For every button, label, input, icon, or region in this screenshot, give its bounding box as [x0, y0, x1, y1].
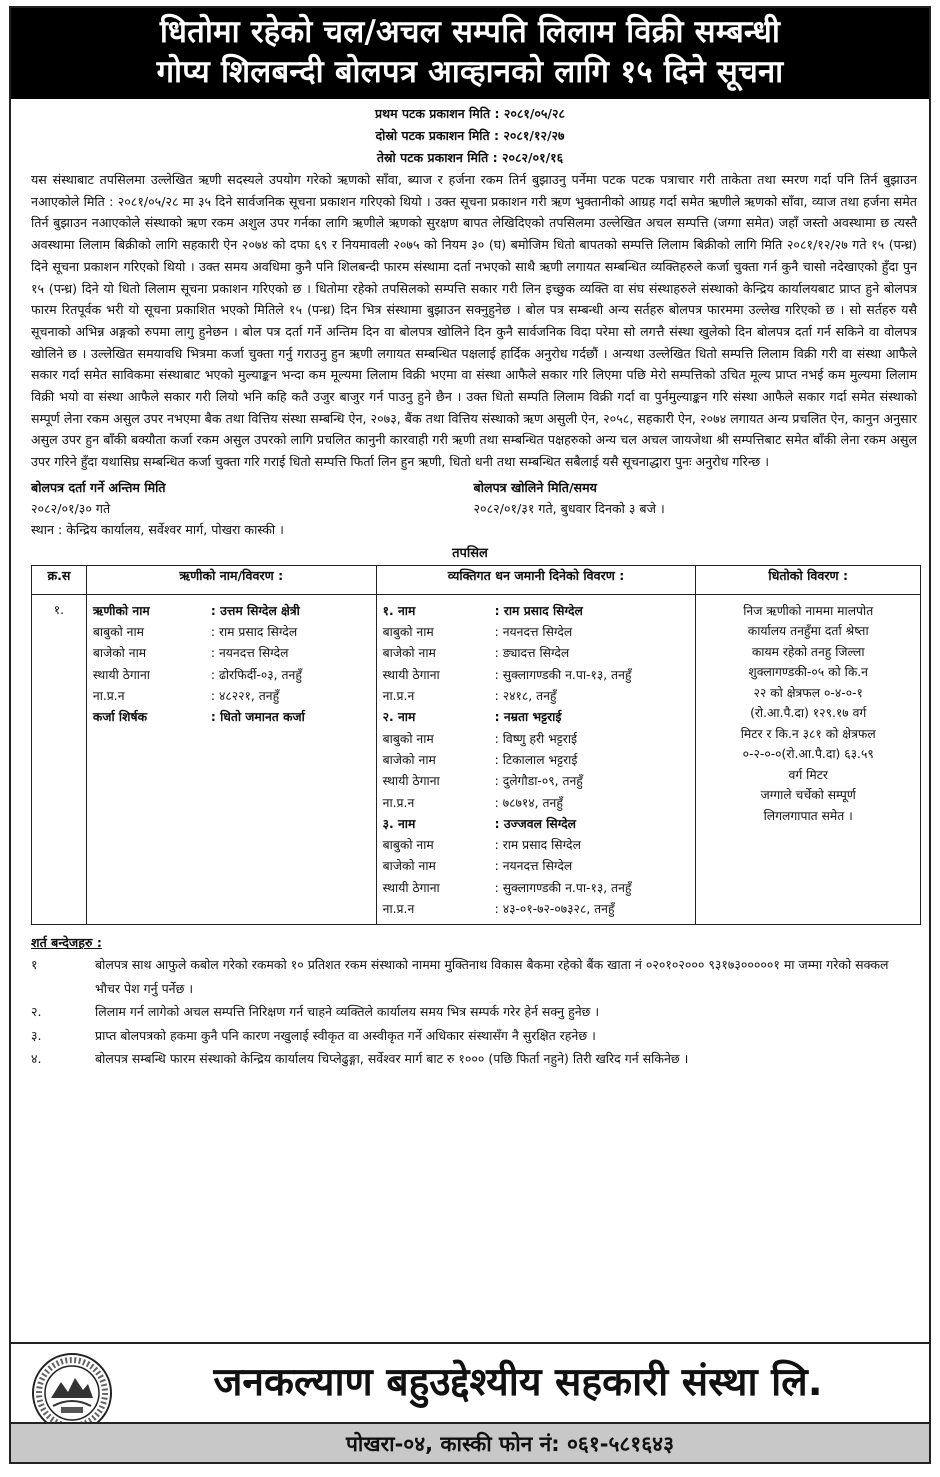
- publication-date-2: दोस्रो पटक प्रकाशन मिति : २०८१/१२/२७: [375, 128, 565, 143]
- guarantor-key: स्थायी ठेगाना: [382, 880, 440, 895]
- collateral-line: निज ऋणीको नाममा मालपोत: [743, 603, 874, 618]
- opening-date-label: बोलपत्र खोलिने मिति/समय: [473, 479, 597, 495]
- guarantor-row: [383, 814, 690, 835]
- publication-date-1: प्रथम पटक प्रकाशन मिति : २०८१/०५/२८: [375, 106, 565, 121]
- guarantor-value: : उज्जवल सिग्देल: [494, 816, 577, 831]
- header-guarantor: व्यक्तिगत धन जमानी दिनेको विवरण :: [376, 565, 696, 594]
- guarantor-row: [383, 793, 690, 814]
- collateral-line: (रो.आ.पै.दा) १२९.१७ वर्ग: [750, 706, 867, 721]
- borrower-value: : राम प्रसाद सिग्देल: [210, 625, 298, 640]
- guarantor-value: : ७८७१४, तनहुँ: [494, 795, 563, 810]
- guarantor-key: स्थायी ठेगाना: [382, 667, 440, 682]
- guarantor-row: [383, 899, 690, 920]
- header-serial: क्र.स: [32, 565, 87, 594]
- deadline-section: [11, 477, 929, 519]
- guarantor-cell: [376, 594, 696, 924]
- collateral-line: कायम रहेको तनहु जिल्ला: [751, 644, 865, 659]
- term-item: [11, 1047, 929, 1070]
- header-borrower: ऋणीको नाम/विवरण :: [86, 565, 376, 594]
- guarantor-value: : नयनदत्त सिग्देल: [494, 625, 573, 640]
- collateral-line: लिगलगापात समेत ।: [763, 808, 853, 823]
- terms-title: शर्त बन्देजहरु :: [31, 935, 102, 951]
- term-text: लिलाम गर्न लागेको अचल सम्पत्ति निरिक्षण गर्न चाहने व्यक्तिले कार्यालय समय भित्र सम्पर्क गरेर हेर्न सक्नु हुनेछ ।: [95, 1004, 600, 1020]
- term-item: [11, 953, 929, 1000]
- guarantor-value: : दुलेगौडा-०९, तनहुँ: [494, 774, 583, 789]
- guarantor-row: [383, 707, 690, 728]
- schedule-table: [31, 565, 921, 925]
- publication-date-3: तेस्रो पटक प्रकाशन मिति : २०८२/०१/१६: [376, 150, 564, 165]
- guarantor-key: बाबुको नाम: [382, 838, 434, 853]
- publication-dates: [11, 103, 929, 169]
- collateral-cell: [696, 594, 921, 924]
- collateral-line: शुक्लागण्डकी-०५ को कि.न: [748, 665, 868, 680]
- borrower-row: [93, 707, 370, 728]
- borrower-value: : ४८२२१, तनहुँ: [210, 689, 280, 704]
- venue-text: स्थान : केन्द्रिय कार्यालय, सर्वेश्वर मार्ग, पोखरा कास्की ।: [31, 521, 284, 537]
- term-text: बोलपत्र साथ आफुले कबोल गरेको रकमको १० प्रतिशत रकम संस्थाको नाममा मुक्तिनाथ विकास बैकमा रहेको बैंक खाता नं ०२०१०२००० ९३१७३०००००१ मा जम्मा गरेको सक्कल भौचर पेश गर्नु पर्नेछ ।: [95, 957, 889, 996]
- borrower-row: [93, 622, 370, 643]
- guarantor-row: [383, 750, 690, 771]
- term-number: १: [31, 957, 38, 973]
- table-header-row: [32, 565, 921, 594]
- notice-page: [9, 6, 931, 1464]
- borrower-row: [93, 686, 370, 707]
- term-number: ४.: [31, 1050, 42, 1066]
- guarantor-row: [383, 643, 690, 664]
- guarantor-key: ३. नाम: [382, 816, 416, 831]
- guarantor-key: स्थायी ठेगाना: [382, 774, 440, 789]
- schedule-caption: तपसिल: [452, 545, 488, 561]
- guarantor-row: [383, 835, 690, 856]
- collateral-line: जग्गाले चर्चेको सम्पूर्ण: [760, 788, 856, 803]
- borrower-value: : नयनदत्त सिग्देल: [210, 646, 289, 661]
- guarantor-row: [383, 878, 690, 899]
- guarantor-key: ना.प्र.न: [382, 795, 415, 810]
- guarantor-value: : २४१८, तनहुँ: [494, 689, 557, 704]
- collateral-line: मिटर र कि.न ३८१ को क्षेत्रफल: [740, 726, 876, 741]
- notice-header: [11, 8, 929, 99]
- collateral-line: २२ को क्षेत्रफल ०-४-०-१: [753, 685, 863, 700]
- collateral-line: कार्यालय तनहुँमा दर्ता श्रेष्ता: [747, 624, 869, 639]
- borrower-row: [93, 665, 370, 686]
- guarantor-key: ना.प्र.न: [382, 689, 415, 704]
- guarantor-value: : ४३-०१-७२-०७३२८, तनहुँ: [494, 902, 615, 916]
- collateral-line: वर्ग मिटर: [788, 767, 828, 782]
- guarantor-value: : नयनदत्त सिग्देल: [494, 859, 573, 874]
- collateral-line: ०-२-०-०(रो.आ.पै.दा) ६३.५९: [742, 747, 874, 762]
- guarantor-key: २. नाम: [382, 710, 416, 725]
- guarantor-row: [383, 729, 690, 750]
- borrower-key: बाबुको नाम: [92, 625, 145, 640]
- submit-deadline-label: बोलपत्र दर्ता गर्ने अन्तिम मिति: [31, 479, 166, 495]
- guarantor-key: १. नाम: [382, 603, 416, 618]
- term-number: ३.: [31, 1027, 42, 1043]
- guarantor-value: : विष्णु हरी भट्टराई: [494, 731, 578, 746]
- guarantor-key: बाजेको नाम: [382, 859, 436, 874]
- borrower-key: स्थायी ठेगाना: [92, 667, 150, 682]
- guarantor-value: : टिकालाल भट्टराई: [494, 752, 578, 767]
- guarantor-row: [383, 771, 690, 792]
- term-text: प्राप्त बोलपत्रको हकमा कुनै पनि कारण नखुलाई स्वीकृत वा अस्वीकृत गर्ने अधिकार संस्थासँग नै सुरक्षित रहनेछ ।: [95, 1027, 596, 1043]
- term-text: बोलपत्र सम्बन्धि फारम संस्थाको केन्द्रिय कार्यालय चिप्लेढुङ्गा, सर्वेश्वर मार्ग बाट रु १००० (पछि फिर्ता नहुने) तिरी खरिद गर्न सकिनेछ ।: [95, 1050, 689, 1066]
- organization-name: जनकल्याण बहुउद्देश्यीय सहकारी संस्था लि.: [213, 1360, 823, 1405]
- terms-list: [11, 953, 929, 1070]
- organization-footer: [11, 1342, 929, 1462]
- guarantor-value: : राम प्रसाद सिग्देल: [494, 603, 583, 618]
- term-item: [11, 1000, 929, 1023]
- term-number: २.: [31, 1004, 42, 1020]
- guarantor-row: [383, 601, 690, 622]
- borrower-key: बाजेको नाम: [92, 646, 147, 661]
- guarantor-row: [383, 622, 690, 643]
- organization-address: पोखरा-०४, कास्की फोन नं: ०६१-५८१६४३: [11, 1422, 929, 1462]
- table-row: [32, 594, 921, 924]
- borrower-row: [93, 601, 370, 622]
- submit-deadline-value: २०८२/०१/३० गते: [31, 500, 111, 516]
- title-line-1: धितोमा रहेको चल/अचल सम्पति लिलाम विक्री सम्बन्धी: [159, 14, 781, 50]
- guarantor-value: : सुक्लागण्डकी न.पा-१३, तनहुँ: [494, 880, 632, 895]
- guarantor-row: [383, 856, 690, 877]
- guarantor-key: बाजेको नाम: [382, 646, 436, 661]
- borrower-row: [93, 643, 370, 664]
- term-item: [11, 1024, 929, 1047]
- title-line-2: गोप्य शिलबन्दी बोलपत्र आव्हानको लागि १५ दिने सूचना: [156, 54, 784, 90]
- guarantor-key: बाजेको नाम: [382, 752, 436, 767]
- guarantor-key: बाबुको नाम: [382, 625, 434, 640]
- guarantor-value: : राम प्रसाद सिग्देल: [494, 838, 581, 853]
- borrower-value: : उत्तम सिग्देल क्षेत्री: [210, 603, 300, 618]
- borrower-key: ऋणीको नाम: [92, 603, 150, 618]
- opening-date-value: २०८२/०१/३१ गते, बुधवार दिनको ३ बजे ।: [473, 500, 665, 516]
- borrower-key: कर्जा शिर्षक: [92, 710, 148, 725]
- guarantor-key: ना.प्र.न: [382, 902, 415, 916]
- guarantor-value: : ङ्यादत्त सिग्देल: [494, 646, 570, 661]
- borrower-value: : ढोरफिर्दी-०३, तनहुँ: [210, 667, 302, 682]
- borrower-key: ना.प्र.न: [92, 689, 125, 704]
- guarantor-key: बाबुको नाम: [382, 731, 434, 746]
- borrower-cell: [86, 594, 376, 924]
- guarantor-value: : नम्रता भट्टराई: [494, 710, 562, 725]
- borrower-value: : धितो जमानत कर्जा: [210, 710, 305, 725]
- guarantor-row: [383, 686, 690, 707]
- header-collateral: धितोको विवरण :: [696, 565, 921, 594]
- guarantor-value: : सुक्लागण्डकी न.पा-१३, तनहुँ: [494, 667, 632, 682]
- serial-cell: १.: [32, 594, 87, 924]
- guarantor-row: [383, 665, 690, 686]
- notice-body: यस संस्थाबाट तपसिलमा उल्लेखित ऋणी सदस्यले उपयोग गरेको ऋणको साँवा, ब्याज र हर्जना रकम तिर्न बुझाउनु पर्नेमा पटक पटक पत्राचार गरी ताकेता तथा स्मरण गर्दा पनि तिर्न बुझाउन नआएकोले मिति : २०८१/०५/२८ मा ३५ दिने सार्वजनिक सूचना प्रकाशन गरिएको थियो । उक्त सूचना प्रकाशन गरी ऋण भुक्तानीको आग्रह गर्दा समेत ऋणीले ऋणको साँवा, व्याज तथा हर्जना समेत तिर्न बुझाउन नआएकोले संस्थाको ऋण रकम अशुल उपर गर्नका लागि ऋणीले ऋणको सुरक्षण बापत लेखिदिएको तपसिलमा उल्लेखित अचल सम्पत्ति (जग्गा समेत) जहाँ जस्तो अवस्थामा छ त्यस्तै अवस्थामा लिलाम बिक्रीको लागि सहकारी ऐन २०७४ को दफा ६९ र नियमावली २०७५ को नियम ३० (घ) बमोजिम धितो बापतको सम्पत्ति लिलाम बिक्रीको लागि मिति २०८१/१२/२७ गते १५ (पन्ध्र) दिने सूचना प्रकाशन गरिएको थियो । उक्त समय अवधिमा कुनै पनि शिलबन्दी फारम संस्थामा दर्ता नभएको साथै ऋणी लगायत सम्बन्धित व्यक्तिहरुले कर्जा चुक्ता गर्न कुनै चासो नदेखाएको हुँदा पुन १५ (पन्ध्र) दिने यो धितो लिलाम सूचना प्रकाशन गरिएको छ । धितोमा रहेको तपसिलको सम्पत्ति सकार गरी लिन इच्छुक व्यक्ति वा संघ संस्थाहरुले संस्थाको केन्द्रिय कार्यालयबाट प्राप्त हुने बोलपत्र फारम रितपूर्वक भरी यो सूचना प्रकाशित भएको मितिले १५ (पन्ध्र) दिन भित्र संस्थामा बुझाउन सक्नुहुनेछ । बोल पत्र सम्बन्धी अन्य सर्तहरु बोलपत्र फारममा उल्लेख गरिएको छ । सो सर्तहरु यसै सूचनाको अभिन्न अङ्गको रुपमा लागु हुनेछन । बोल पत्र दर्ता गर्ने अन्तिम दिन वा बोलपत्र खोलिने दिन कुनै सार्वजनिक विदा परेमा सो लगत्तै संस्था खुलेको दिन बोलपत्र दर्ता गर्न सकिने वा वोलपत्र खोलिने छ । उल्लेखित समयावधि भित्रमा कर्जा चुक्ता गर्नु गराउनु हुन ऋणी लगायत सम्बन्धित पक्षलाई हार्दिक अनुरोध गर्दछौं । अन्यथा उल्लेखित धितो सम्पत्ति लिलाम विक्री गरी वा संस्था आफैले सकार गर्दा समेत साविकमा संस्थाबाट भएको मुल्याङ्कन भन्दा कम मूल्यमा लिलाम विक्री भएमा वा संस्था आफैले सकार गरि लिएमा पछि मेरो सम्पत्तिको उचित मूल्य प्राप्त नभई कम मुल्यमा लिलाम विक्री भयो वा संस्था आफैले सकार गरी लियो भनि कहि कतै उजुर बाजुर गर्न पाउनु हुने छैन । उक्त धितो सम्पति लिलाम विक्री गर्दा वा पुर्नमुल्याङ्कन गरि संस्था आफैले सकार गर्दा समेत संस्थाको सम्पूर्ण लेना रकम असुल उपर नभएमा बैक तथा वित्तिय संस्था सम्बन्धि ऐन, २०७३, बैंक तथा वित्तिय संस्थाको ऋण असुली ऐन, २०५८, सहकारी ऐन, २०७४ लगायत अन्य प्रचलित ऐन, कानुन अनुसार असुल उपर हुन बाँकी बक्यौता कर्जा रकम असुल उपरको लागि प्रचलित कानुनी कारवाही गरी ऋणी तथा सम्बन्धित पक्षहरुको अन्य चल अचल जायजेथा श्री सम्पत्तिबाट समेत बाँकी लेना रकम असुल उपर गरिने हुँदा यथासिघ्र सम्बन्धित कर्जा चुक्ता गरि गराई धितो सम्पत्ति फिर्ता लिन हुन ऋणी, धितो धनी तथा सम्बन्धित सबैलाई यसै सूचनाद्धारा पुनः अनुरोध गरिन्छ ।: [31, 172, 917, 470]
